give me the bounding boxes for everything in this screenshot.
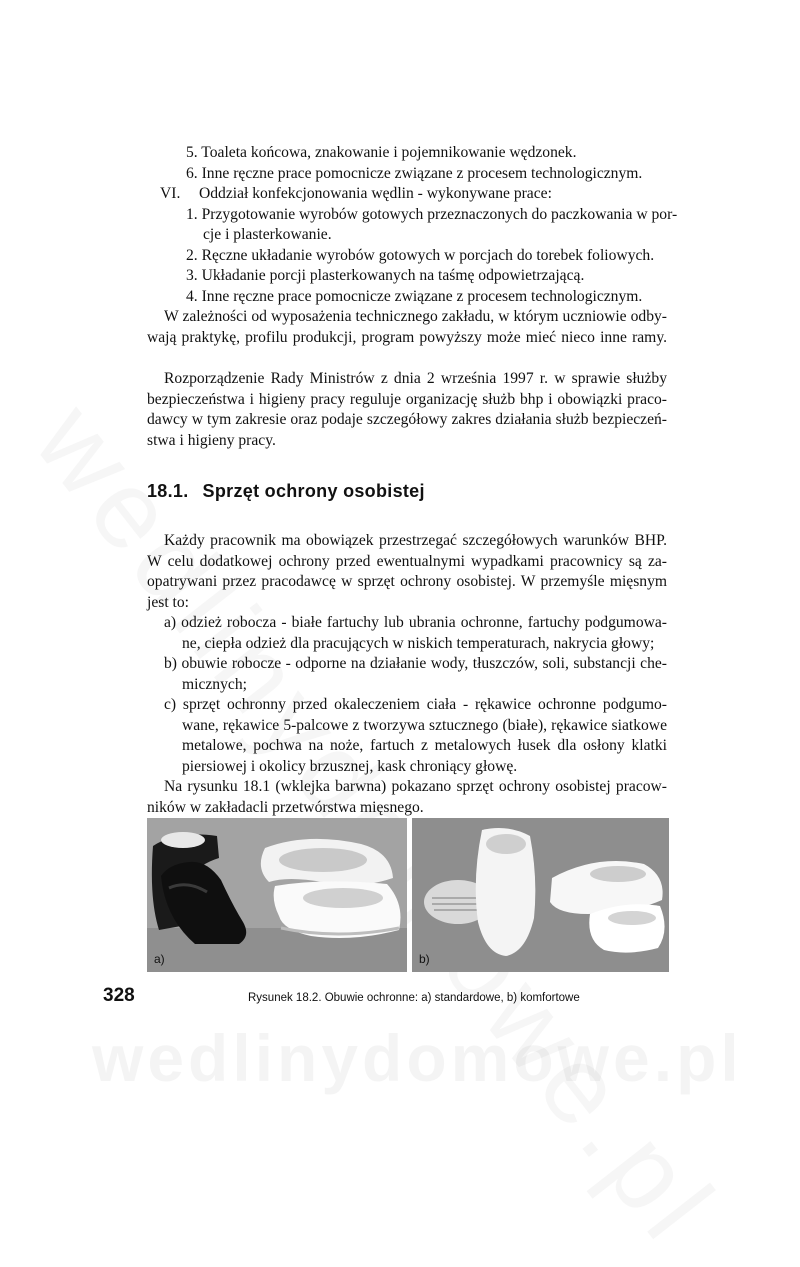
photo-comfort-clogs [412,818,669,972]
list-item-c: c) sprzęt ochronny przed okaleczeniem ciała - rękawice ochronne podgumo- [164,696,667,713]
figure-label-b: b) [419,952,430,966]
para3-line4: jest to: [147,594,190,611]
section-vi-title: Oddział konfekcjonowania wędlin - wykonywane prace: [199,185,552,202]
section-numeral: VI. [160,185,181,202]
photo-standard-clogs [147,818,407,972]
vi-item-1: 1. Przygotowanie wyrobów gotowych przeznaczonych do paczkowania w por- [186,206,678,223]
section-title: Sprzęt ochrony osobistej [202,481,425,501]
vi-item-3: 3. Układanie porcji plasterkowanych na taśmę odpowietrzającą. [186,267,585,284]
vi-item-1-cont: cje i plasterkowanie. [203,226,332,243]
para2-line4: stwa i higieny pracy. [147,432,276,449]
list-item-c-cont3: piersiowej i okolicy brzusznej, kask chroniący głowę. [182,758,518,775]
para2-line1: Rozporządzenie Rady Ministrów z dnia 2 września 1997 r. w sprawie służby [164,370,667,387]
list-item-c-cont2: metalowe, pochwa na noże, fartuch z metalowych łusek dla osłony klatki [182,737,667,754]
list-item-a-cont: ne, ciepła odzież dla pracujących w niskich temperaturach, nakrycia głowy; [182,635,655,652]
list-item-5: 5. Toaleta końcowa, znakowanie i pojemnikowanie wędzonek. [186,144,577,161]
watermark-bottom [92,1020,743,1096]
list-item-b: b) obuwie robocze - odporne na działanie wody, tłuszczów, soli, substancji che- [164,655,667,672]
para4-line2: ników w zakładacli przetwórstwa mięsnego. [147,799,424,816]
figure-caption: Rysunek 18.2. Obuwie ochronne: a) standardowe, b) komfortowe [248,992,580,1004]
vi-item-2: 2. Ręczne układanie wyrobów gotowych w porcjach do torebek foliowych. [186,247,655,264]
figure-label-a: a) [154,952,165,966]
vi-item-4: 4. Inne ręczne prace pomocnicze związane z procesem technologicznym. [186,288,643,305]
para2-line3: dawcy w tym zakresie oraz podaje szczegółowy zakres działania służb bezpieczeń- [147,411,667,428]
para4-line1: Na rysunku 18.1 (wklejka barwna) pokazano sprzęt ochrony osobistej pracow- [164,778,667,795]
list-item-a: a) odzież robocza - białe fartuchy lub ubrania ochronne, fartuchy podgumowa- [164,614,667,631]
list-item-6: 6. Inne ręczne prace pomocnicze związane z procesem technologicznym. [186,165,643,182]
comfort-clogs-illustration [412,818,669,972]
para3-line1: Każdy pracownik ma obowiązek przestrzegać szczegółowych warunków BHP. [164,532,667,549]
para3-line3: opatrywani przez pracodawcę w sprzęt ochrony osobistej. W przemyśle mięsnym [147,573,667,590]
list-item-c-cont1: wane, rękawice 5-palcowe z tworzywa sztucznego (białe), rękawice siatkowe [182,717,667,734]
page-number: 328 [103,985,135,1006]
section-number: 18.1. [147,481,189,501]
para1-line2: wają praktykę, profilu produkcji, program powyższy może mieć nieco inne ramy. [147,329,667,346]
para3-line2: W celu dodatkowej ochrony przed ewentualnymi wypadkami pracownicy są za- [147,553,667,570]
section-heading [147,481,425,502]
standard-clogs-illustration [147,818,407,972]
para1-line1: W zależności od wyposażenia technicznego zakładu, w którym uczniowie odby- [164,308,667,325]
list-item-b-cont: micznych; [182,676,247,693]
para2-line2: bezpieczeństwa i higieny pracy reguluje organizację służb bhp i obowiązki praco- [147,391,667,408]
